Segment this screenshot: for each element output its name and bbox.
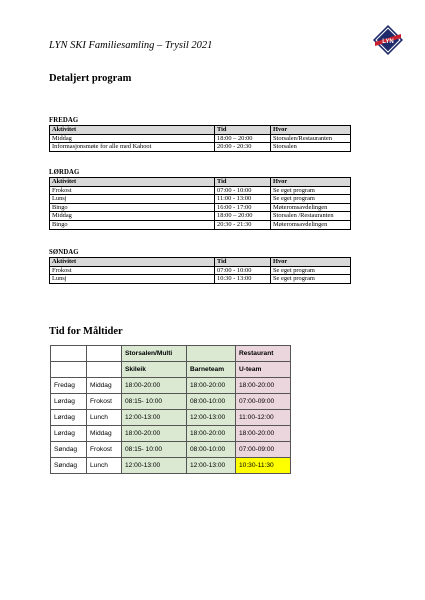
table-row bbox=[51, 378, 291, 394]
day-label: SØNDAG bbox=[49, 249, 79, 256]
table-cell: 16:00 - 17:00 bbox=[215, 203, 271, 212]
table-cell: 18:00-20:00 bbox=[236, 426, 291, 442]
table-cell: 18:00-20:00 bbox=[122, 378, 187, 394]
table-cell: Møteromsavdelingen bbox=[271, 203, 351, 212]
column-header: Aktivitet bbox=[50, 178, 215, 187]
table-row bbox=[51, 426, 291, 442]
highlighted-cell: 10:30-11:30 bbox=[236, 458, 291, 474]
table-row bbox=[50, 275, 351, 284]
table-cell: 08:00-10:00 bbox=[187, 442, 236, 458]
table-cell bbox=[87, 346, 122, 362]
table-row bbox=[51, 442, 291, 458]
table-cell bbox=[51, 346, 87, 362]
day-label: FREDAG bbox=[49, 117, 79, 124]
table-header-row bbox=[50, 126, 351, 135]
program-section-fredag bbox=[49, 116, 350, 152]
table-cell: Middag bbox=[50, 212, 215, 221]
program-heading: Detaljert program bbox=[49, 73, 132, 84]
table-row bbox=[50, 212, 351, 221]
table-row bbox=[50, 266, 351, 275]
table-row bbox=[51, 458, 291, 474]
program-section-sondag bbox=[49, 248, 350, 284]
table-row bbox=[50, 143, 351, 152]
table-cell: 12:00-13:00 bbox=[122, 410, 187, 426]
team-header: Barneteam bbox=[187, 362, 236, 378]
table-row bbox=[50, 203, 351, 212]
column-header: Hvor bbox=[271, 258, 351, 267]
table-cell: 20:00 - 20:30 bbox=[215, 143, 271, 152]
table-cell: Se eget program bbox=[271, 186, 351, 195]
table-cell: Storsalen/Restauranten bbox=[271, 134, 351, 143]
table-cell: Søndag bbox=[51, 442, 87, 458]
table-row bbox=[50, 186, 351, 195]
column-header: Aktivitet bbox=[50, 126, 215, 135]
table-cell: 18:00-20:00 bbox=[187, 378, 236, 394]
venue-header: Storsalen/Multi bbox=[122, 346, 187, 362]
table-cell: Frokost bbox=[87, 442, 122, 458]
table-header-row bbox=[50, 258, 351, 267]
table-cell: Søndag bbox=[51, 458, 87, 474]
table-cell: Se eget program bbox=[271, 275, 351, 284]
table-cell: Middag bbox=[87, 378, 122, 394]
team-header: U-team bbox=[236, 362, 291, 378]
table-cell bbox=[51, 362, 87, 378]
table-cell: Storsalen /Restauranten bbox=[271, 212, 351, 221]
table-header-row bbox=[50, 178, 351, 187]
table-cell: 07:00 - 10:00 bbox=[215, 266, 271, 275]
table-cell: 07:00-09:00 bbox=[236, 394, 291, 410]
table-row bbox=[51, 394, 291, 410]
table-cell: 12:00-13:00 bbox=[187, 410, 236, 426]
table-row bbox=[50, 220, 351, 229]
table-cell: Bingo bbox=[50, 203, 215, 212]
meal-heading: Tid for Måltider bbox=[49, 326, 123, 337]
venue-header-row bbox=[51, 346, 291, 362]
column-header: Hvor bbox=[271, 178, 351, 187]
program-table bbox=[49, 125, 351, 152]
table-cell: Møteromsavdelingen bbox=[271, 220, 351, 229]
table-cell: 12:00-13:00 bbox=[187, 458, 236, 474]
column-header: Tid bbox=[215, 258, 271, 267]
table-cell: 10:30 - 13:00 bbox=[215, 275, 271, 284]
column-header: Tid bbox=[215, 126, 271, 135]
table-cell: 18:00 – 20:00 bbox=[215, 134, 271, 143]
team-header: Skileik bbox=[122, 362, 187, 378]
table-cell: Storsalen bbox=[271, 143, 351, 152]
table-cell: 20:30 - 21:30 bbox=[215, 220, 271, 229]
table-cell: Lørdag bbox=[51, 394, 87, 410]
table-cell: 11:00 - 13:00 bbox=[215, 195, 271, 204]
column-header: Tid bbox=[215, 178, 271, 187]
table-cell: 18:00 – 20:00 bbox=[215, 212, 271, 221]
table-cell: Middag bbox=[50, 134, 215, 143]
table-cell: Middag bbox=[87, 426, 122, 442]
table-cell: Lunch bbox=[87, 458, 122, 474]
table-cell: 12:00-13:00 bbox=[122, 458, 187, 474]
table-cell: 08:00-10:00 bbox=[187, 394, 236, 410]
lyn-club-logo bbox=[372, 24, 404, 56]
day-label: LØRDAG bbox=[49, 169, 80, 176]
table-row bbox=[50, 195, 351, 204]
table-cell: Lørdag bbox=[51, 410, 87, 426]
table-cell: Frokost bbox=[50, 266, 215, 275]
table-cell: Lunsj bbox=[50, 275, 215, 284]
table-cell: Fredag bbox=[51, 378, 87, 394]
table-cell: 18:00-20:00 bbox=[122, 426, 187, 442]
document-title: LYN SKI Familiesamling – Trysil 2021 bbox=[49, 40, 213, 51]
table-cell: 08:15- 10:00 bbox=[122, 442, 187, 458]
table-cell: 18:00-20:00 bbox=[236, 378, 291, 394]
table-row bbox=[50, 134, 351, 143]
venue-header: Restaurant bbox=[236, 346, 291, 362]
table-cell: Frokost bbox=[50, 186, 215, 195]
table-cell: 18:00-20:00 bbox=[187, 426, 236, 442]
svg-text:LYN: LYN bbox=[382, 39, 394, 45]
table-cell: Informasjonsmøte for alle med Kahoot bbox=[50, 143, 215, 152]
team-header-row bbox=[51, 362, 291, 378]
table-row bbox=[51, 410, 291, 426]
table-cell: Se eget program bbox=[271, 266, 351, 275]
table-cell: 08:15- 10:00 bbox=[122, 394, 187, 410]
table-cell: 11:00-12:00 bbox=[236, 410, 291, 426]
column-header: Aktivitet bbox=[50, 258, 215, 267]
meal-times-table bbox=[50, 345, 291, 474]
table-cell: Frokost bbox=[87, 394, 122, 410]
column-header: Hvor bbox=[271, 126, 351, 135]
program-section-lordag bbox=[49, 168, 350, 230]
table-cell: 07:00 - 10:00 bbox=[215, 186, 271, 195]
program-table bbox=[49, 257, 351, 284]
program-table bbox=[49, 177, 351, 230]
venue-header bbox=[187, 346, 236, 362]
table-cell: Lunch bbox=[87, 410, 122, 426]
table-cell: Bingo bbox=[50, 220, 215, 229]
table-cell: 07:00-09:00 bbox=[236, 442, 291, 458]
table-cell bbox=[87, 362, 122, 378]
table-cell: Lunsj bbox=[50, 195, 215, 204]
table-cell: Se eget program bbox=[271, 195, 351, 204]
table-cell: Lørdag bbox=[51, 426, 87, 442]
